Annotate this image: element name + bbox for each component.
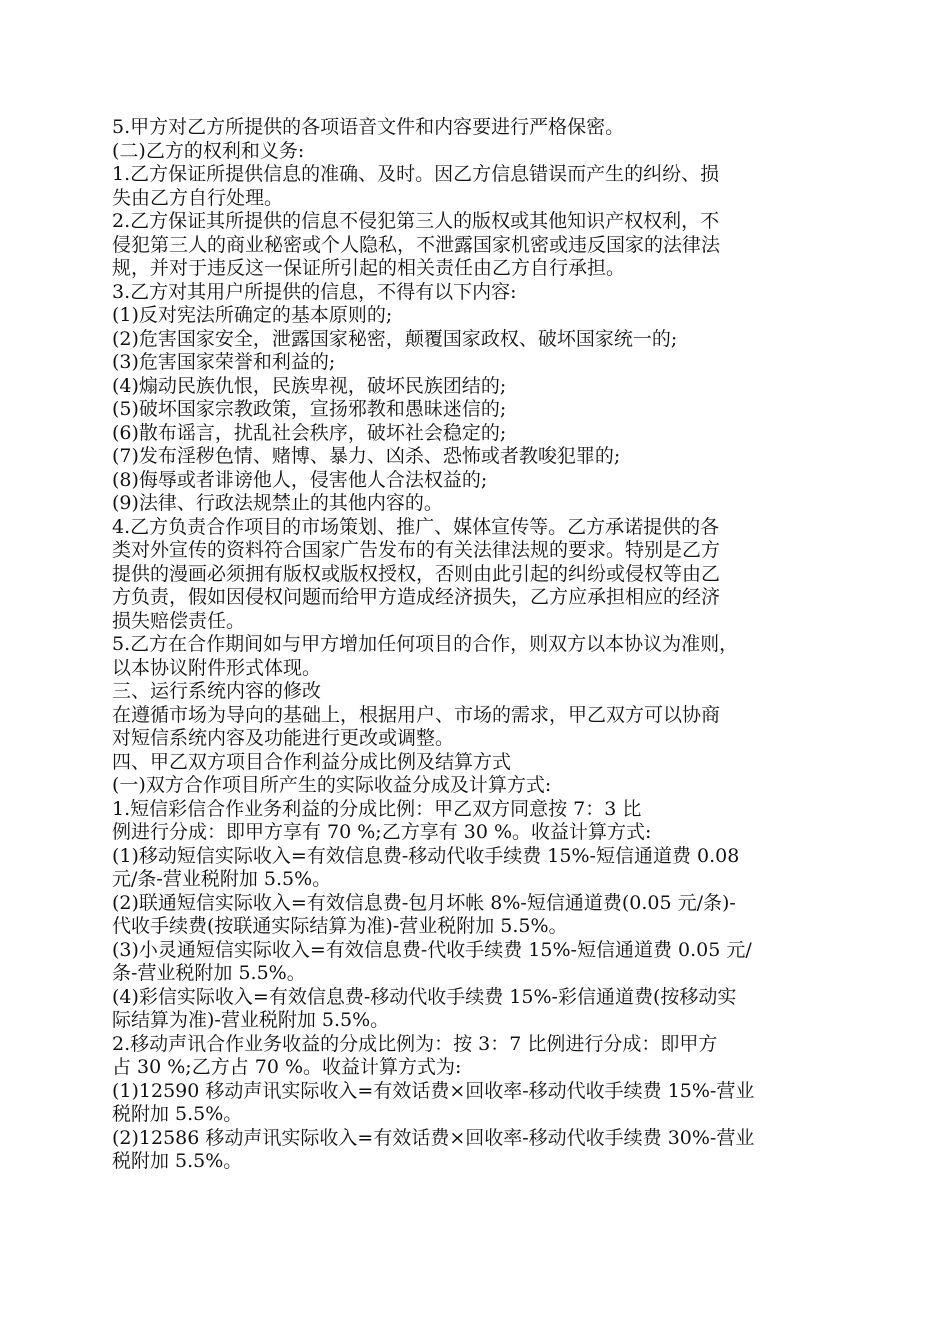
text-line: 失由乙方自行处理。 [112,186,284,209]
text-line: (5)破坏国家宗教政策，宣扬邪教和愚昧迷信的; [112,398,507,420]
text-line: 税附加 5.5%。 [112,1103,243,1125]
paragraph [112,210,854,281]
text-line: 税附加 5.5%。 [112,1150,243,1172]
paragraph [112,939,854,986]
text-line: 4.乙方负责合作项目的市场策划、推广、媒体宣传等。乙方承诺提供的各 [112,515,720,538]
text-line: (1)12590 移动声讯实际收入=有效话费×回收率-移动代收手续费 15%-营业 [112,1079,755,1102]
paragraph [112,469,854,493]
paragraph [112,1080,854,1127]
paragraph [112,351,854,375]
text-line: (2)联通短信实际收入=有效信息费-包月坏帐 8%-短信通道费(0.05 元/条)- [112,891,736,914]
text-line: (6)散布谣言，扰乱社会秩序，破坏社会稳定的; [112,421,507,444]
paragraph [112,116,854,140]
text-line: (7)发布淫秽色情、赌博、暴力、凶杀、恐怖或者教唆犯罪的; [112,445,621,467]
text-line: (3)危害国家荣誉和利益的; [112,351,336,373]
text-line: 1.短信彩信合作业务利益的分成比例：甲乙双方同意按 7：3 比 [112,797,642,820]
text-line: 5.甲方对乙方所提供的各项语音文件和内容要进行严格保密。 [112,116,625,138]
paragraph [112,140,854,164]
text-line: 以本协议附件形式体现。 [112,656,322,679]
paragraph [112,1033,854,1080]
text-line: (二)乙方的权利和义务: [112,139,305,162]
paragraph [112,798,854,845]
text-line: (2)危害国家安全，泄露国家秘密，颠覆国家政权、破坏国家统一的; [112,327,678,350]
text-line: (3)小灵通短信实际收入=有效信息费-代收手续费 15%-短信通道费 0.05 元/ [112,938,752,961]
text-line: (8)侮辱或者诽谤他人，侵害他人合法权益的; [112,468,488,491]
paragraph [112,1127,854,1174]
text-line: 5.乙方在合作期间如与甲方增加任何项目的合作，则双方以本协议为准则， [112,633,739,655]
paragraph [112,774,854,798]
text-line: 规，并对于违反这一保证所引起的相关责任由乙方自行承担。 [112,257,626,279]
text-line: 提供的漫画必须拥有版权或版权授权，否则由此引起的纠纷或侵权等由乙 [112,562,721,585]
text-line: (4)煽动民族仇恨，民族卑视，破坏民族团结的; [112,374,507,397]
text-line: (2)12586 移动声讯实际收入=有效话费×回收率-移动代收手续费 30%-营业 [112,1126,755,1149]
text-line: 在遵循市场为导向的基础上，根据用户、市场的需求，甲乙双方可以协商 [112,703,721,726]
paragraph [112,304,854,328]
text-line: 元/条-营业税附加 5.5%。 [112,868,332,890]
text-line: 方负责，假如因侵权问题而给甲方造成经济损失，乙方应承担相应的经济 [112,586,721,608]
text-line: (1)移动短信实际收入=有效信息费-移动代收手续费 15%-短信通道费 0.08 [112,844,740,867]
text-line: (一)双方合作项目所产生的实际收益分成及计算方式: [112,774,552,796]
paragraph [112,445,854,469]
paragraph [112,328,854,352]
paragraph [112,516,854,634]
paragraph [112,375,854,399]
text-line: 损失赔偿责任。 [112,609,246,632]
text-line: 三、运行系统内容的修改 [112,680,322,702]
text-line: 2.乙方保证其所提供的信息不侵犯第三人的版权或其他知识产权权利，不 [112,210,720,232]
text-line: 2.移动声讯合作业务收益的分成比例为：按 3：7 比例进行分成：即甲方 [112,1032,718,1055]
paragraph [112,492,854,516]
text-line: 3.乙方对其用户所提供的信息，不得有以下内容: [112,280,517,303]
text-line: 代收手续费(按联通实际结算为准)-营业税附加 5.5%。 [112,915,568,937]
paragraph [112,633,854,680]
paragraph [112,751,854,775]
text-line: 四、甲乙双方项目合作利益分成比例及结算方式 [112,750,512,773]
text-line: 侵犯第三人的商业秘密或个人隐私，不泄露国家机密或违反国家的法律法 [112,233,721,256]
text-line: 1.乙方保证所提供信息的准确、及时。因乙方信息错误而产生的纠纷、损 [112,163,720,185]
paragraph [112,845,854,892]
text-line: 占 30 %;乙方占 70 %。收益计算方式为: [112,1056,462,1078]
text-line: (4)彩信实际收入=有效信息费-移动代收手续费 15%-彩信通道费(按移动实 [112,985,737,1008]
text-line: 例进行分成：即甲方享有 70 %;乙方享有 30 %。收益计算方式: [112,821,652,843]
text-line: (9)法律、行政法规禁止的其他内容的。 [112,492,443,514]
paragraph [112,704,854,751]
paragraph [112,398,854,422]
paragraph [112,281,854,305]
paragraph [112,986,854,1033]
paragraph [112,892,854,939]
document-body [112,116,854,1174]
paragraph [112,680,854,704]
text-line: 条-营业税附加 5.5%。 [112,962,306,984]
text-line: (1)反对宪法所确定的基本原则的; [112,304,393,326]
text-line: 对短信系统内容及功能进行更改或调整。 [112,727,455,749]
text-line: 类对外宣传的资料符合国家广告发布的有关法律法规的要求。特别是乙方 [112,539,721,561]
paragraph [112,422,854,446]
paragraph [112,163,854,210]
text-line: 际结算为准)-营业税附加 5.5%。 [112,1009,390,1031]
